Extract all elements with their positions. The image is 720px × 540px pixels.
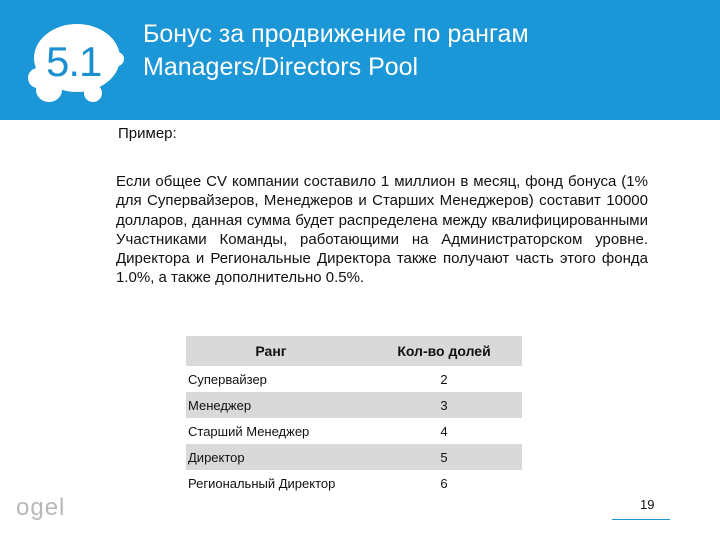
shares-cell: 2 [440,371,448,387]
shares-cell: 5 [440,449,448,465]
shares-cell: 6 [440,475,448,491]
example-label: Пример: [118,125,177,142]
table-row [186,392,522,418]
table-row [186,366,522,392]
header-shares: Кол-во долей [397,343,491,359]
title-line-2: Managers/Directors Pool [143,53,419,81]
table-row [186,470,522,496]
table-header-row [186,336,522,366]
rank-cell: Директор [188,449,245,465]
rank-shares-table [186,336,522,496]
body-paragraph: Если общее CV компании составило 1 миллион в месяц, фонд бонуса (1% для Супервайзеров, Менеджеров и Старших Менеджеров) составит 10000 долларов, данная сумма будет распределена между квалифицированными Участниками Команды, работающими на Администраторском уровне. Директора и Региональные Директора также получают часть этого фонда 1.0%, а также дополнительно 0.5%. [116,173,648,287]
ogel-logo: ogel [16,494,66,521]
rank-cell: Супервайзер [188,371,267,387]
bubble-right [84,84,102,102]
title-line-1: Бонус за продвижение по рангам [143,20,529,48]
shares-cell: 4 [440,423,448,439]
rank-cell: Региональный Директор [188,475,336,491]
table-row [186,444,522,470]
page-number-underline [612,519,670,520]
page-number: 19 [640,497,655,512]
shares-cell: 3 [440,397,448,413]
rank-cell: Старший Менеджер [188,423,310,439]
header-band [0,0,720,120]
section-number: 5.1 [46,38,102,85]
slide-title [143,18,703,84]
table-row [186,418,522,444]
rank-cell: Менеджер [188,397,252,413]
header-rank: Ранг [255,343,287,359]
